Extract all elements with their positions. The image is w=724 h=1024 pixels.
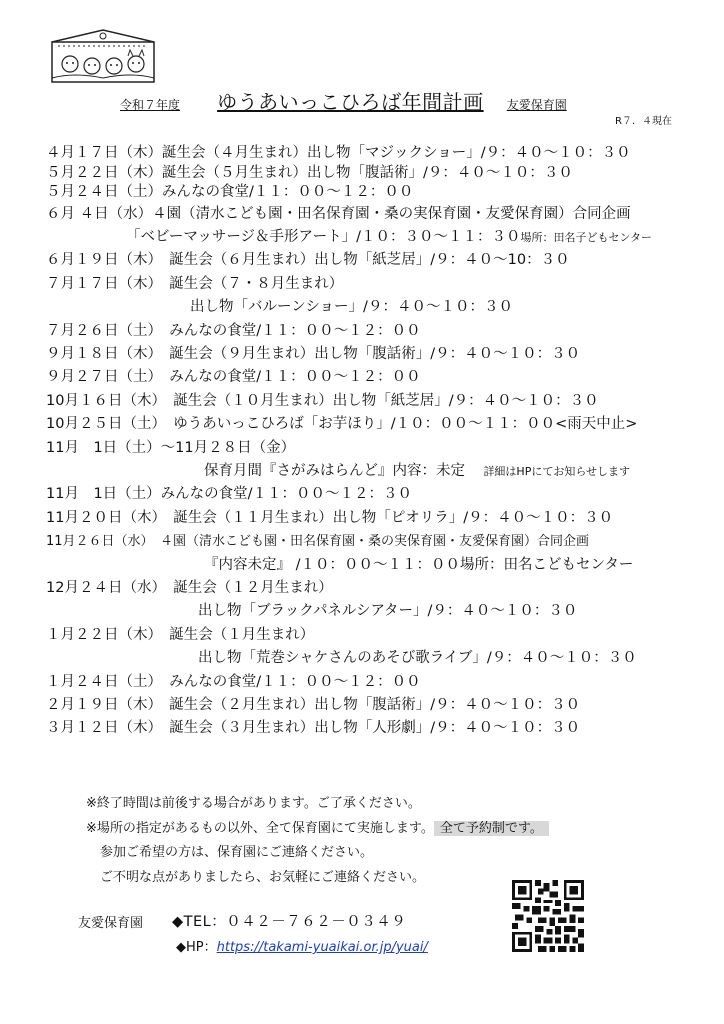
schedule-line: ９月１８日（木） 誕生会（９月生まれ）出し物「腹話術」/９：４０～１０：３０ [46, 345, 581, 362]
as-of-date: R７．４現在 [615, 116, 672, 127]
qr-code-icon [508, 880, 588, 952]
schedule-line: 10月２５日（土） ゆうあいっこひろば「お芋ほり」/１０：００～１１：００<雨天中止> [46, 416, 638, 433]
schedule-line: 11月 1日（土）みんなの食堂/１１：００～１２：３０ [46, 486, 413, 503]
note-text: ※場所の指定があるもの以外、全て保育園にて実施します。 [86, 820, 434, 836]
school-name-header: 友愛保育園 [506, 98, 567, 112]
note-line: ※終了時間は前後する場合があります。ご了承ください。 [86, 796, 421, 811]
reservation-required-badge: 全て予約制です。 [434, 821, 549, 836]
note-line: ご不明な点がありましたら、お気軽にご連絡ください。 [100, 869, 426, 885]
schedule-line: ３月１２日（木） 誕生会（３月生まれ）出し物「人形劇」/９：４０～１０：３０ [46, 720, 581, 737]
note-line: 参加ご希望の方は、保育園にご連絡ください。 [100, 845, 374, 860]
schedule-line: ９月２７日（土） みんなの食堂/１１：００～１２：００ [46, 369, 421, 386]
schedule-line: 12月２４日（水） 誕生会（１２月生まれ） [46, 580, 333, 596]
schedule-line: 『内容未定』 /１０：００～１１：００場所：田名こどもセンター [204, 556, 634, 573]
hp-label: ◆HP： [176, 940, 217, 955]
schedule-line: ６月 ４日（水）４園（清水こども園・田名保育園・桑の実保育園・友愛保育園）合同企画 [46, 205, 631, 222]
schedule-line: 10月１６日（木） 誕生会（１０月生まれ）出し物「紙芝居」/９：４０～１０：３０ [46, 392, 599, 409]
note-line [86, 817, 549, 842]
schedule-line: ５月２２日（木）誕生会（５月生まれ）出し物「腹話術」/９：４０～１０：３０ [46, 164, 573, 181]
schedule-line: ２月１９日（木） 誕生会（２月生まれ）出し物「腹話術」/９：４０～１０：３０ [46, 697, 581, 714]
schedule-line: ７月２６日（土） みんなの食堂/１１：００～１２：００ [46, 322, 421, 339]
page-title: ゆうあいっこひろば年間計画 [217, 90, 484, 114]
homepage-link[interactable]: https://takami-yuaikai.or.jp/yuai/ [216, 940, 428, 955]
schedule-line: ６月１９日（木） 誕生会（６月生まれ）出し物「紙芝居」/９：４０～10：３０ [46, 252, 570, 269]
page-title-row [120, 86, 640, 114]
schedule-venue: 場所：田名子どもセンター [520, 230, 653, 244]
schedule-line: 11月２０日（木） 誕生会（１１月生まれ）出し物「ピオリラ」/９：４０～１０：３０ [46, 509, 614, 526]
schedule-line [46, 226, 706, 249]
schedule-line: 出し物「荒巻シャケさんのあそび歌ライブ」/９：４０～１０：３０ [198, 650, 637, 667]
schedule-line [46, 460, 706, 483]
schedule-line: ７月１７日（木） 誕生会（７・８月生まれ） [46, 275, 344, 292]
contact-hp [176, 936, 428, 955]
annual-schedule-list [46, 144, 706, 741]
schedule-line: 11月 1日（土）～11月２８日（金） [46, 439, 296, 456]
schedule-line: １月２４日（土） みんなの食堂/１１：００～１２：００ [46, 673, 421, 690]
contact-school-name: 友愛保育園 [78, 916, 144, 931]
schedule-event-detail: 保育月間『さがみはらんど』内容：未定 [204, 462, 465, 479]
fiscal-year-label: 令和７年度 [120, 98, 181, 112]
schedule-note: 詳細はHPにてお知らせします [483, 464, 631, 478]
contact-tel: ◆TEL：０４２－７６２－０３４９ [172, 914, 407, 930]
nursery-children-logo-icon [44, 26, 162, 86]
schedule-line: 出し物「ブラックパネルシアター」/９：４０～１０：３０ [198, 603, 578, 620]
schedule-line: １月２２日（木） 誕生会（１月生まれ） [46, 626, 315, 643]
schedule-line: ５月２４日（土）みんなの食堂/１１：００～１２：００ [46, 184, 414, 200]
schedule-line: 11月２６日（水） ４園（清水こども園・田名保育園・桑の実保育園・友愛保育園）合同企画 [46, 534, 590, 550]
schedule-line: 出し物「バルーンショー」/９：４０～１０：３０ [190, 299, 513, 316]
schedule-line: ４月１７日（木）誕生会（４月生まれ）出し物「マジックショー」/９：４０～１０：３０ [46, 145, 631, 161]
notes-list [86, 792, 549, 890]
schedule-event-detail: 「ベビーマッサージ＆手形アート」/１０：３０～１１：３０ [126, 228, 521, 245]
